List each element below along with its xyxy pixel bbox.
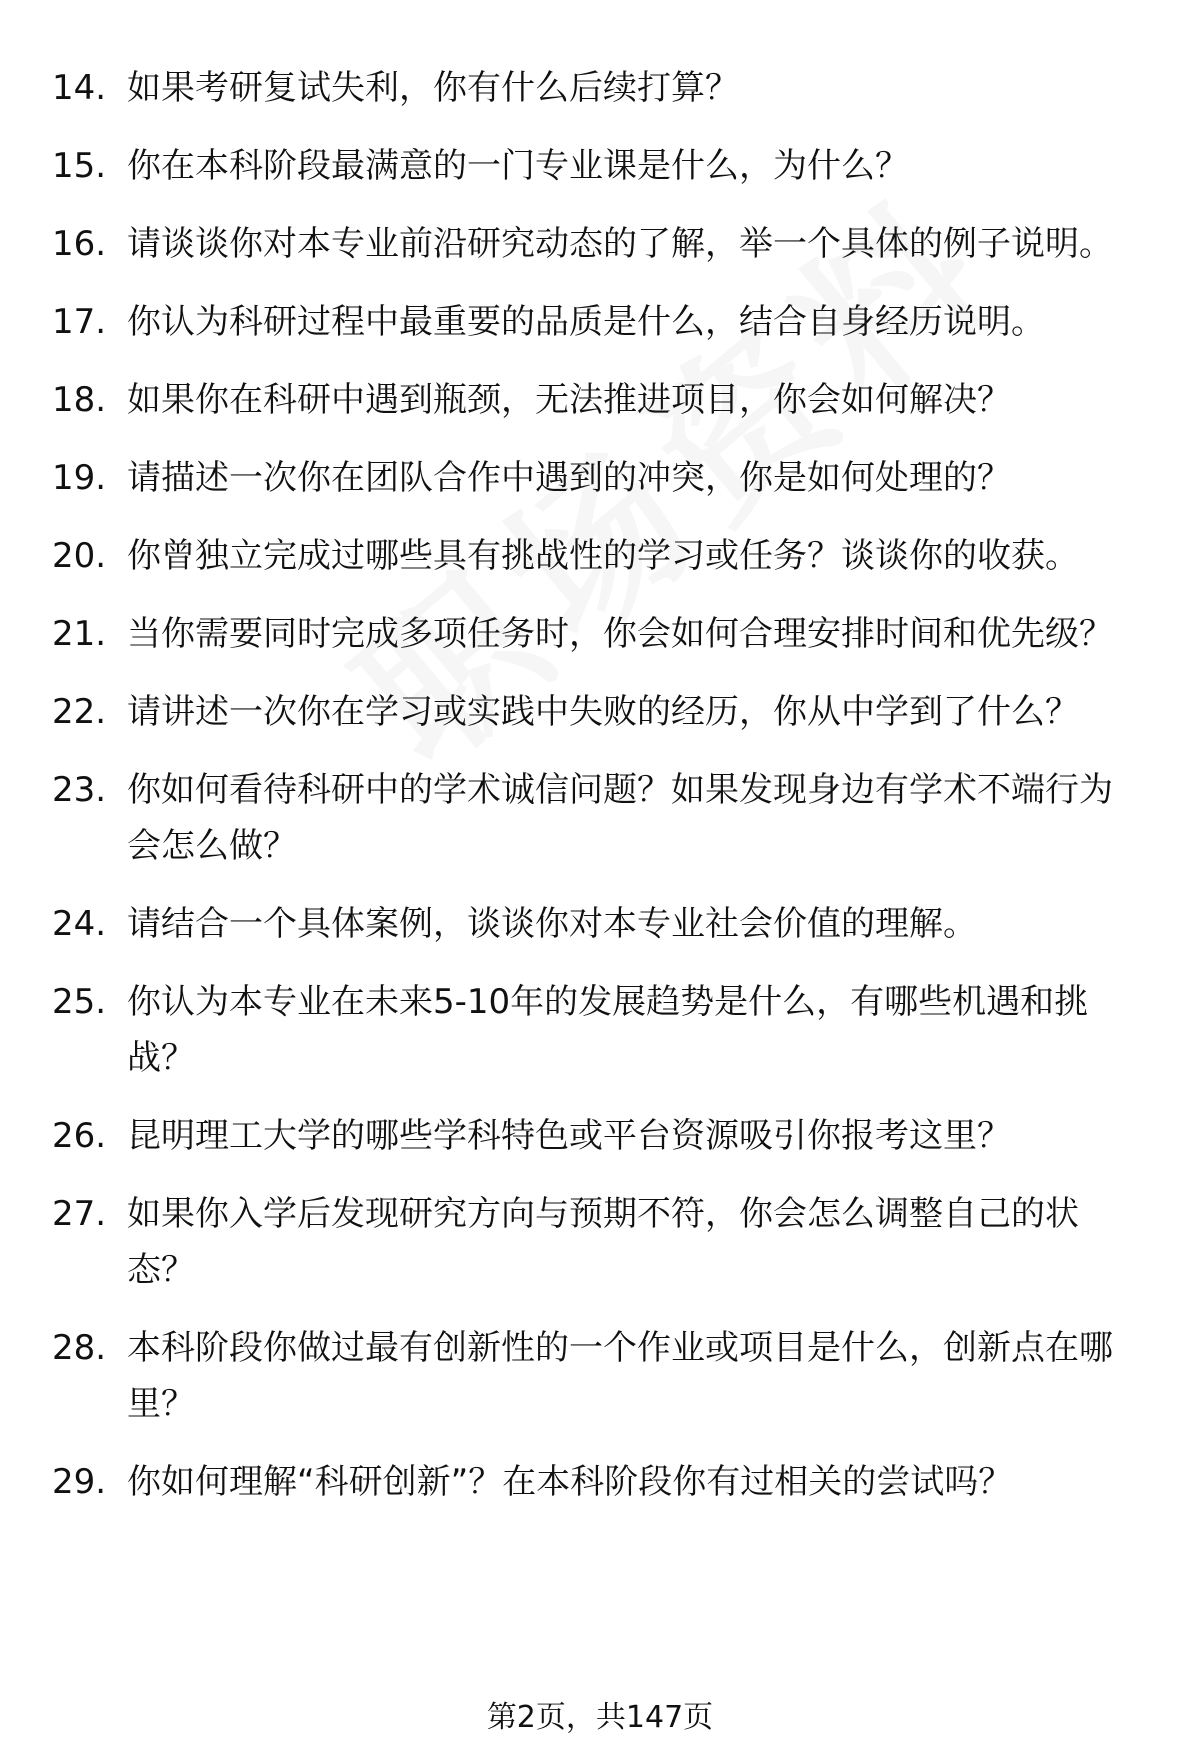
question-item [52,606,1152,662]
question-text: 请讲述一次你在学习或实践中失败的经历，你从中学到了什么？ [127,692,1079,732]
question-text: 请结合一个具体案例，谈谈你对本专业社会价值的理解。 [127,904,977,944]
question-item [52,450,1152,506]
question-text: 你认为科研过程中最重要的品质是什么，结合自身经历说明。 [127,302,1045,342]
question-item [52,1320,1152,1432]
question-item [52,1108,1152,1164]
question-item [52,1454,1152,1510]
question-number: 28. [52,1328,107,1368]
question-number: 16. [52,224,107,264]
question-number: 18. [52,380,107,420]
question-number: 22. [52,692,107,732]
question-text: 你在本科阶段最满意的一门专业课是什么，为什么？ [127,146,909,186]
question-number: 19. [52,458,107,498]
question-item [52,974,1152,1086]
question-number: 20. [52,536,107,576]
question-item [52,372,1152,428]
question-number: 23. [52,770,107,810]
question-text: 如果你在科研中遇到瓶颈，无法推进项目，你会如何解决？ [127,380,1011,420]
question-item [52,528,1152,584]
question-number: 25. [52,982,107,1022]
question-item [52,216,1152,272]
question-text: 请描述一次你在团队合作中遇到的冲突，你是如何处理的？ [127,458,1011,498]
question-item [52,1186,1152,1298]
question-number: 15. [52,146,107,186]
question-number: 24. [52,904,107,944]
question-item [52,896,1152,952]
page-footer: 第2页，共147页 [486,1700,714,1735]
question-item [52,762,1152,874]
question-text: 如果考研复试失利，你有什么后续打算？ [127,68,739,108]
question-item [52,294,1152,350]
question-item [52,138,1152,194]
question-number: 14. [52,68,107,108]
question-number: 17. [52,302,107,342]
question-number: 29. [52,1462,107,1502]
question-text: 请谈谈你对本专业前沿研究动态的了解，举一个具体的例子说明。 [127,224,1113,264]
question-text: 昆明理工大学的哪些学科特色或平台资源吸引你报考这里？ [127,1116,1011,1156]
question-list [52,60,1152,1532]
question-text: 你曾独立完成过哪些具有挑战性的学习或任务？谈谈你的收获。 [127,536,1079,576]
question-text: 你认为本专业在未来5-10年的发展趋势是什么，有哪些机遇和挑战？ [127,982,1089,1078]
question-number: 21. [52,614,107,654]
question-item [52,60,1152,116]
question-item [52,684,1152,740]
question-text: 你如何看待科研中的学术诚信问题？如果发现身边有学术不端行为会怎么做？ [127,770,1113,866]
question-text: 本科阶段你做过最有创新性的一个作业或项目是什么，创新点在哪里？ [127,1328,1113,1424]
question-text: 如果你入学后发现研究方向与预期不符，你会怎么调整自己的状态？ [127,1194,1079,1290]
question-text: 当你需要同时完成多项任务时，你会如何合理安排时间和优先级？ [127,614,1113,654]
question-text: 你如何理解“科研创新”？在本科阶段你有过相关的尝试吗？ [127,1462,1013,1502]
question-number: 26. [52,1116,107,1156]
question-number: 27. [52,1194,107,1234]
